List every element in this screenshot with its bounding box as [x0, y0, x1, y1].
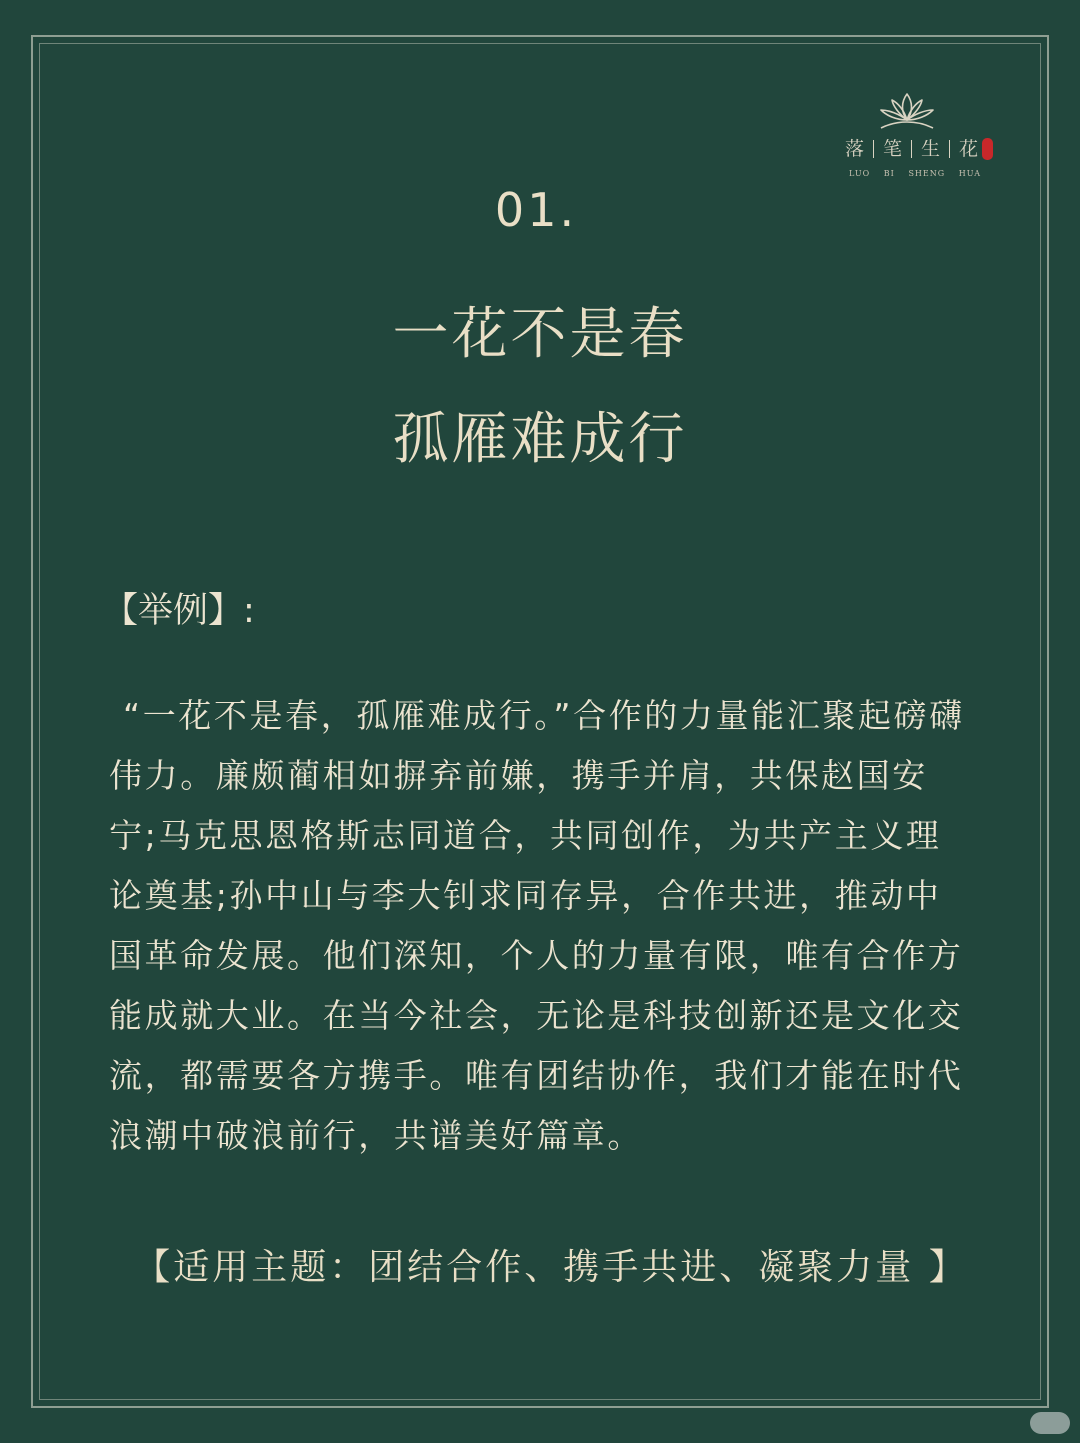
watermark-badge: [1030, 1412, 1070, 1434]
section-number: 01.: [494, 183, 578, 237]
title-line-1: 一花不是春: [392, 302, 688, 367]
logo-pinyin-word: LUO: [849, 169, 871, 178]
seal-stamp: [982, 138, 993, 160]
logo-pinyin-word: SHENG: [908, 169, 946, 178]
applicable-themes: 【适用主题：团结合作、携手共进、凝聚力量 】: [134, 1247, 968, 1288]
logo-separator: [873, 140, 874, 158]
logo-char: 落: [845, 137, 865, 160]
body-paragraph: “一花不是春，孤雁难成行。”合作的力量能汇聚起磅礴伟力。廉颇蔺相如摒弃前嫌，携手并肩，共保赵国安宁;马克思恩格斯志同道合，共同创作，为共产主义理论奠基;孙中山与李大钊求同存异，合作共进，推动中国革命发展。他们深知，个人的力量有限，唯有合作方能成就大业。在当今社会，无论是科技创新还是文化交流，都需要各方携手。唯有团结协作，我们才能在时代浪潮中破浪前行，共谱美好篇章。: [109, 696, 965, 1155]
logo-pinyin: [849, 169, 981, 178]
logo-char: 笔: [883, 137, 903, 160]
logo-separator: [949, 140, 950, 158]
title-line-2: 孤雁难成行: [392, 407, 688, 472]
brand-logo: [840, 90, 1000, 185]
logo-char: 生: [921, 137, 941, 160]
logo-title: [845, 138, 993, 160]
logo-pinyin-word: BI: [883, 169, 895, 178]
example-label: 【举例】:: [103, 591, 255, 631]
logo-char: 花: [959, 137, 979, 160]
logo-separator: [911, 140, 912, 158]
logo-pinyin-word: HUA: [958, 169, 981, 178]
lotus-icon: [875, 90, 939, 132]
